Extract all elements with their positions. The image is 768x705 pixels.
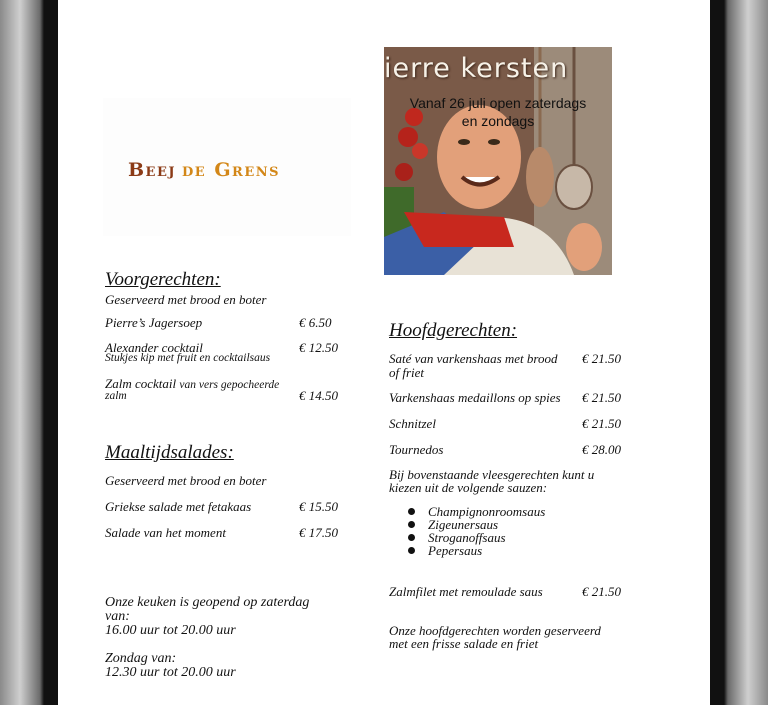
voorgerechten-note: Geserveerd met brood en boter	[105, 292, 267, 307]
menu-item-price: € 15.50	[299, 499, 338, 514]
menu-item-price: € 21.50	[582, 390, 621, 405]
menu-item-price: € 6.50	[299, 315, 332, 330]
voorgerechten-heading: Voorgerechten:	[105, 269, 221, 290]
logo-part-2: de Grens	[182, 159, 281, 181]
hours-line: Zondag van:	[105, 651, 177, 666]
menu-item-name: Tournedos	[389, 442, 444, 457]
menu-item-name: Saté van varkenshaas met brood	[389, 351, 558, 366]
menu-item-name: Zalmfilet met remoulade saus	[389, 584, 543, 599]
menu-item-price: € 21.50	[582, 351, 621, 366]
menu-item-price: € 17.50	[299, 525, 338, 540]
announcement-line-2: en zondags	[461, 113, 535, 129]
menu-item-price: € 21.50	[582, 584, 621, 599]
sauce-intro: Bij bovenstaande vleesgerechten kunt u	[389, 467, 595, 482]
menu-item-price: € 14.50	[299, 388, 338, 403]
hoofdgerechten-heading: Hoofdgerechten:	[389, 320, 518, 341]
menu-item-price: € 28.00	[582, 442, 621, 457]
chef-photo	[384, 47, 612, 275]
menu-item-name	[105, 376, 279, 392]
menu-item-price: € 21.50	[582, 416, 621, 431]
sauce-item: Stroganoffsaus	[428, 531, 545, 544]
hoofdgerechten-footer-line2: met een frisse salade en friet	[389, 636, 539, 651]
menu-item-name: Griekse salade met fetakaas	[105, 499, 252, 514]
sauce-item: Pepersaus	[428, 544, 545, 557]
maaltijdsalades-note: Geserveerd met brood en boter	[105, 473, 267, 488]
menu-item-name: Pierre’s Jagersoep	[105, 315, 203, 330]
sauce-list	[398, 505, 545, 557]
photo-title: ierre kersten	[384, 53, 569, 84]
hours-line: Onze keuken is geopend op zaterdag	[105, 595, 310, 610]
menu-item-name-text: Zalm cocktail	[105, 376, 177, 391]
menu-item-name: Salade van het moment	[105, 525, 226, 540]
logo-part-1: Beej	[128, 159, 177, 181]
sauce-item: Champignonroomsaus	[428, 504, 546, 519]
opening-announcement	[384, 94, 612, 130]
menu-item-description: Stukjes kip met fruit en cocktailsaus	[105, 352, 271, 364]
maaltijdsalades-heading: Maaltijdsalades:	[105, 442, 234, 463]
announcement-line-1: Vanaf 26 juli open zaterdags	[409, 95, 587, 111]
sauce-item: Zigeunersaus	[428, 518, 545, 531]
menu-item-name: Alexander cocktail	[105, 340, 203, 355]
hours-line: van:	[105, 609, 130, 624]
menu-item-name: Varkenshaas medaillons op spies	[389, 390, 561, 405]
restaurant-logo	[128, 159, 280, 181]
hours-line: 12.30 uur tot 20.00 uur	[105, 665, 236, 680]
hours-line: 16.00 uur tot 20.00 uur	[105, 623, 236, 638]
menu-item-price: € 12.50	[299, 340, 338, 355]
menu-item-description: zalm	[105, 390, 127, 402]
menu-item-description: van vers gepocheerde	[179, 379, 280, 391]
menu-item-name-line2: of friet	[389, 365, 425, 380]
menu-item-name: Schnitzel	[389, 416, 436, 431]
sauce-intro-line2: kiezen uit de volgende sauzen:	[389, 480, 548, 495]
hoofdgerechten-footer: Onze hoofdgerechten worden geserveerd	[389, 623, 601, 638]
